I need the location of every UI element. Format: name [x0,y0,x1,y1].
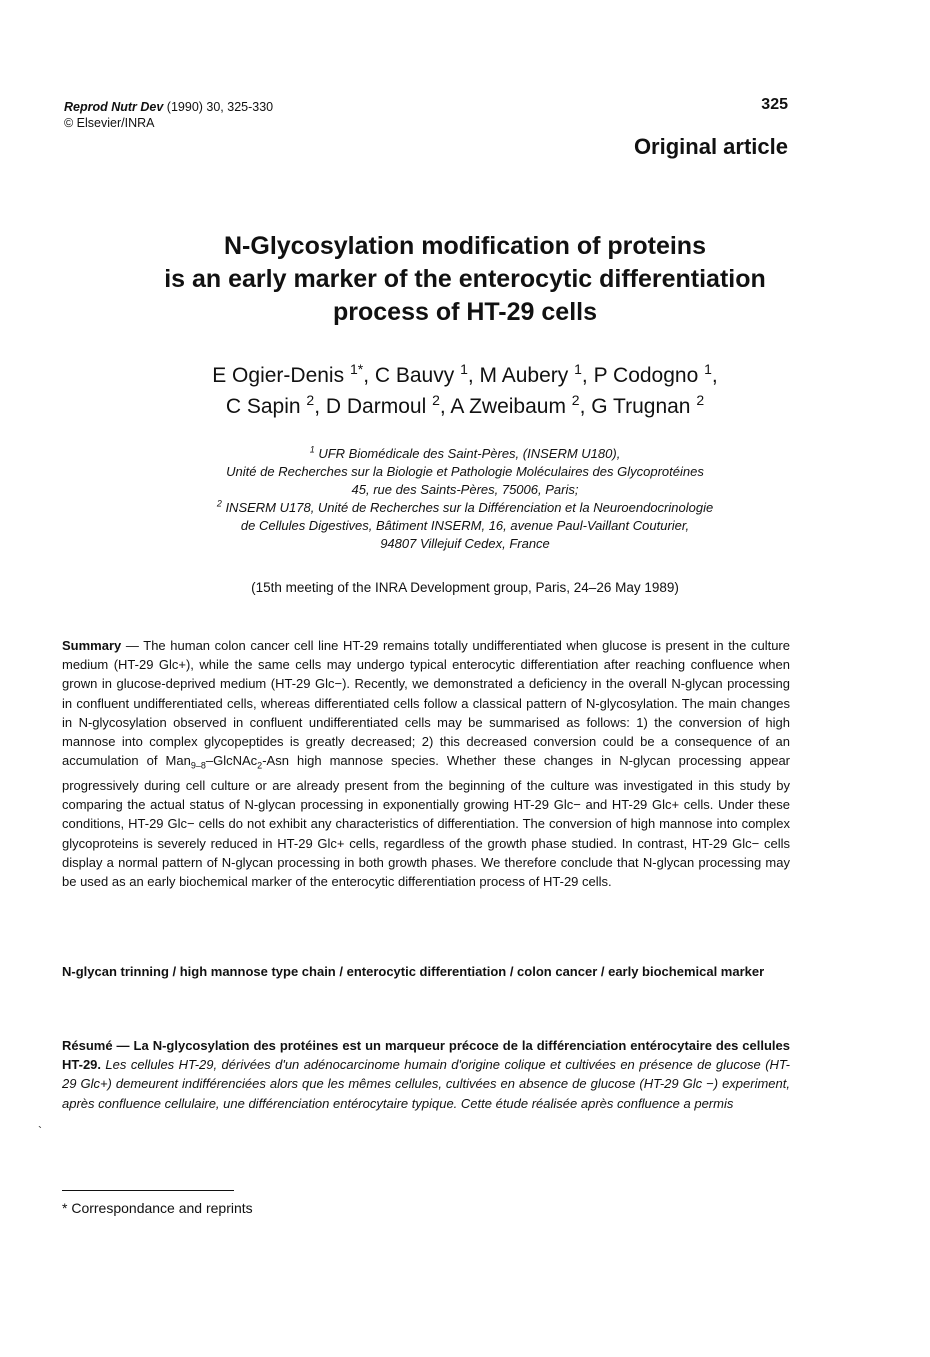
author-name: , A Zweibaum [439,395,566,418]
author-affiliation-mark: 2 [571,392,580,408]
resume-body: Les cellules HT-29, dérivées d'un adénocarcinome humain d'origine colique et cultivées en présence de glucose (HT-29 Glc+) demeurent indifférenciées alors que les mêmes cellules, cultivées en absence de glucose (HT-29 Glc −) experiment, après confluence cellulaire, une différenciation entérocytaire typique. Cette étude réalisée après confluence a permis [62,1057,790,1111]
copyright-notice: © Elsevier/INRA [64,116,155,130]
summary-label: Summary [62,638,122,653]
footnote: * Correspondance and reprints [62,1200,253,1216]
author-name: , P Codogno [581,364,699,387]
author-name: , M Aubery [467,364,569,387]
author-line-2 [60,391,870,422]
page-number: 325 [761,96,788,113]
article-title [60,230,870,329]
resume-paragraph [62,1036,790,1113]
author-name: , D Darmoul [314,395,427,418]
footnote-rule [62,1190,234,1191]
title-line-1: N-Glycosylation modification of proteins [224,232,706,260]
affiliation-2-line-1: $^2$ INSERM U178, Unité de Recherches sur la Différenciation et la Neuroendocrinologie [216,498,714,515]
author-line-1 [60,360,870,391]
author-affiliation-mark: 1 [460,361,468,377]
author-name: , C Bauvy [363,364,455,387]
author-name: , G Trugnan [579,395,691,418]
author-affiliation-mark: 2 [696,392,705,408]
stray-mark: ` [38,1124,42,1138]
author-affiliation-mark: 2 [306,392,315,408]
keywords: N-glycan trinning / high mannose type chain / enterocytic differentiation / colon cancer / early biochemical marker [62,964,765,979]
author-name: E Ogier-Denis [212,364,345,387]
title-line-3: process of HT-29 cells [332,298,597,326]
affiliation-2-line-3: 94807 Villejuif Cedex, France [380,536,550,551]
journal-reference: (1990) 30, 325-330 [163,100,274,114]
journal-name: Reprod Nutr Dev [64,100,164,114]
affiliation-1-line-1: $^1$ UFR Biomédicale des Saint-Pères, (INSERM U180), [309,444,621,461]
affiliation-mark: 2 [216,498,222,509]
author-affiliation-mark: 1 [574,361,582,377]
author-name: C Sapin [225,395,301,418]
summary-paragraph: Summary — The human colon cancer cell line HT-29 remains totally undifferentiated when glucose is present in the culture medium (HT-29 Glc+), while the same cells may undergo typical enterocytic differentiation after reaching confluence when grown in glucose-deprived medium (HT-29 Glc−). Recently, we demonstrated a deficiency in the overall N-glycan processing in confluent undifferentiated cells, whereas differentiated cells follow a classical pattern of N-glycosylation. The main changes in N-glycosylation observed in confluent undifferentiated cells may be summarised as follows: 1) the conversion of high mannose into complex glycopeptides is greatly decreased; 2) this decreased conversion could be a consequence of an accumulation of Man$_{9-8}$–GlcNAc$_2$-Asn high mannose species. Whether these changes in N-glycan processing appear progressively during cell culture or are already present from the beginning of the culture was investigated in this study by comparing the actual status of N-glycan processing in exponentially growing HT-29 Glc− and HT-29 Glc+ cells. Under these conditions, HT-29 Glc− cells do not exhibit any characteristics of differentiation. The conversion of high mannose into complex glycoproteins is severely reduced in HT-29 Glc+ cells, regardless of the growth phase studied. In contrast, HT-29 Glc− cells display a normal pattern of N-glycan processing in both growth phases. We therefore conclude that N-glycan processing may be used as an early biochemical marker of the enterocytic differentiation process of HT-29 cells. [62,638,791,890]
affiliation-1-line-2: Unité de Recherches sur la Biologie et Pathologie Moléculaires des Glycoprotéines [226,464,704,479]
affiliation-2-line-2: de Cellules Digestives, Bâtiment INSERM, 16, avenue Paul-Vaillant Couturier, [240,518,690,533]
author-separator: , [711,364,718,387]
resume-heading: Résumé — La N-glycosylation des protéines est un marqueur précoce de la différenciation entérocytaire des cellules HT-29. [62,1038,790,1073]
meeting-note: (15th meeting of the INRA Development group, Paris, 24–26 May 1989) [251,580,679,595]
title-line-2: is an early marker of the enterocytic differentiation [164,265,766,293]
affiliation-mark: 1 [309,444,315,455]
journal-citation [64,99,273,131]
article-type-label: Original article [633,134,788,159]
affiliation-1-line-3: 45, rue des Saints-Pères, 75006, Paris; [351,482,579,497]
author-affiliation-mark: 2 [432,392,440,408]
author-list [60,360,870,422]
affiliations [100,445,830,553]
author-affiliation-mark: 1 [704,361,712,377]
author-affiliation-mark: 1* [349,361,364,377]
